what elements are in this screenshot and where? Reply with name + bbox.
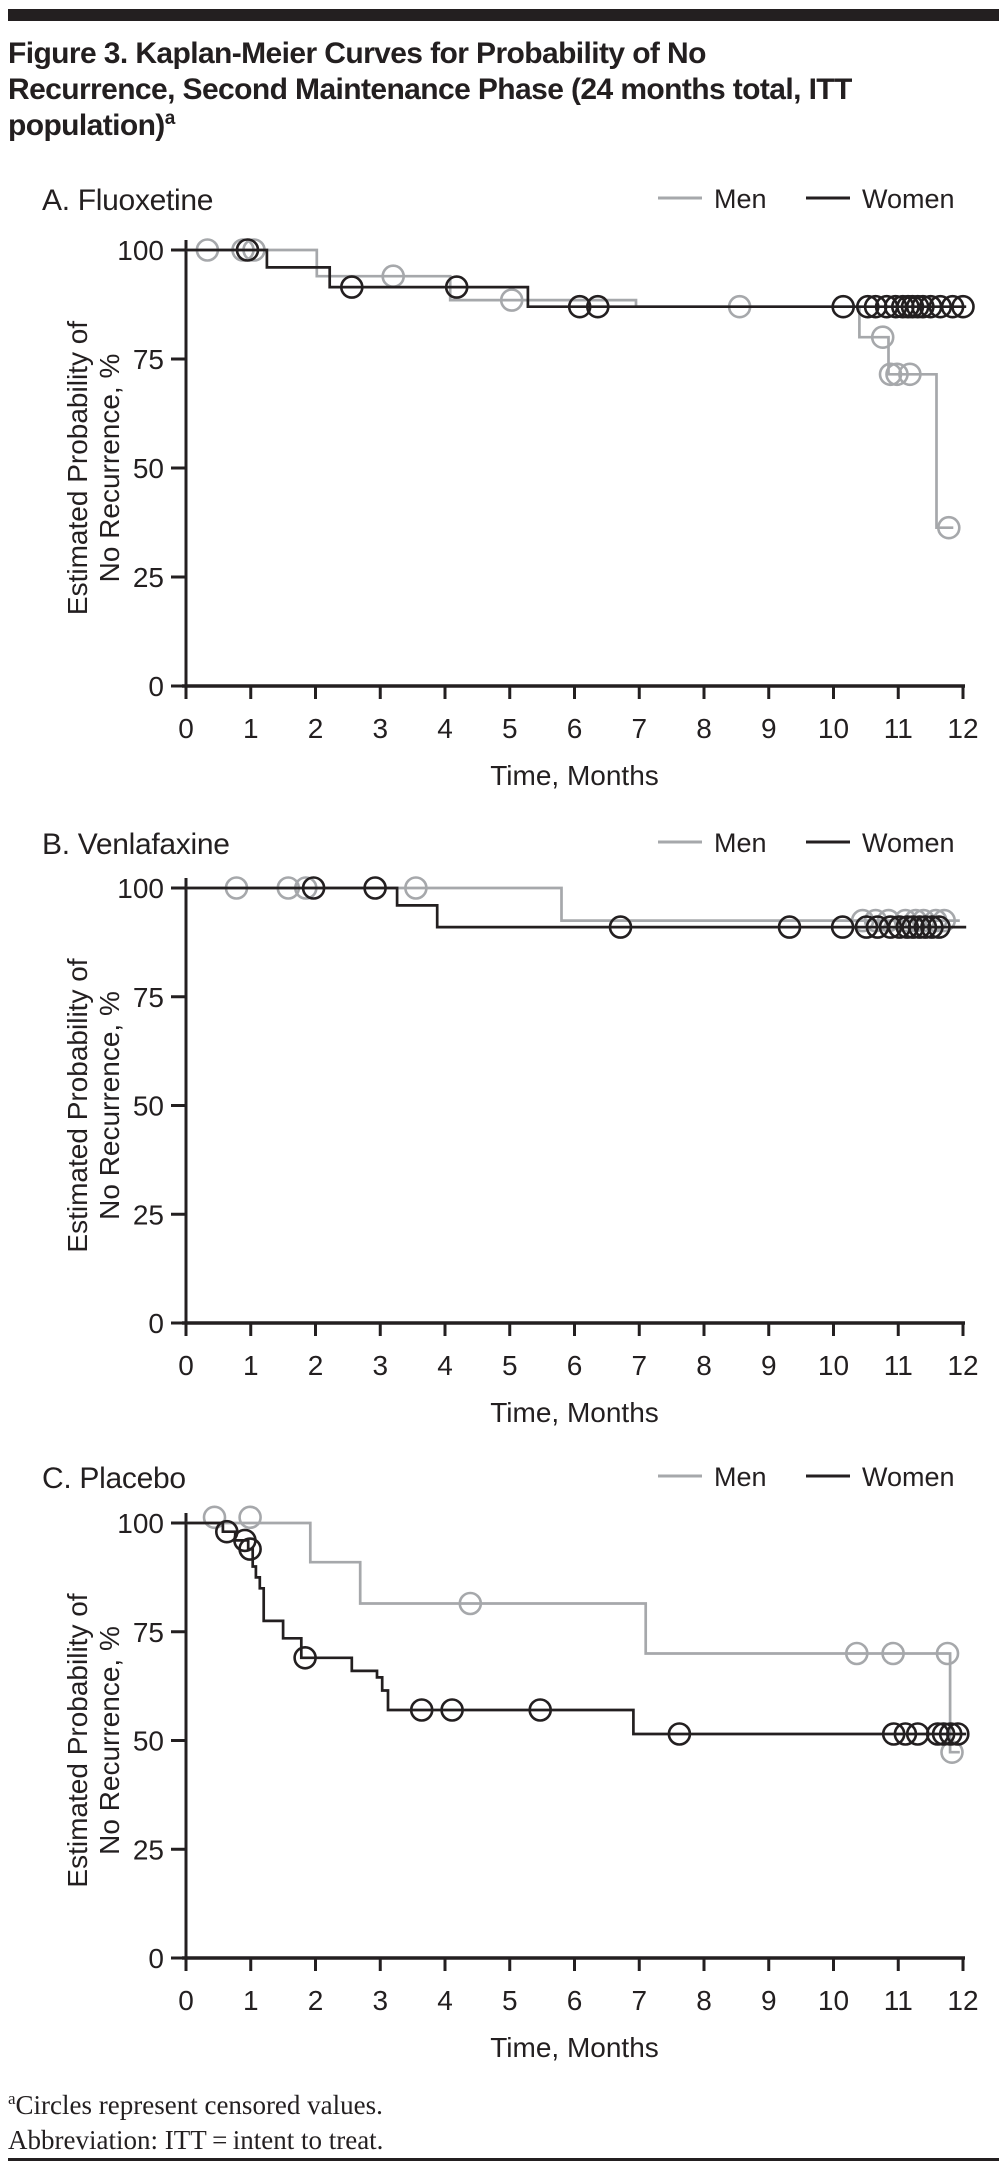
x-tick-label: 4 bbox=[437, 1350, 453, 1381]
figure-title-line-3-text: population) bbox=[8, 109, 165, 142]
x-tick-label: 9 bbox=[760, 1985, 777, 2016]
x-tick-label: 6 bbox=[566, 713, 583, 744]
y-tick-label: 75 bbox=[132, 344, 164, 375]
x-tick-label: 4 bbox=[437, 713, 453, 744]
men-censor-marks bbox=[226, 878, 955, 932]
x-tick-label: 1 bbox=[242, 1350, 259, 1381]
x-tick-label: 12 bbox=[947, 1350, 979, 1381]
legend-item-men bbox=[658, 828, 767, 858]
x-tick-label: 3 bbox=[372, 713, 389, 744]
legend-label-men: Men bbox=[714, 184, 767, 214]
x-tick-label: 5 bbox=[501, 713, 518, 744]
men-censor-marks bbox=[204, 1507, 963, 1763]
x-axis-label: Time, Months bbox=[490, 2032, 659, 2063]
y-tick-label: 75 bbox=[132, 981, 164, 1013]
y-tick-label: 100 bbox=[117, 235, 164, 266]
x-tick-label: 8 bbox=[696, 713, 712, 744]
x-tick-label: 3 bbox=[372, 1985, 389, 2016]
x-tick-label: 0 bbox=[178, 1985, 194, 2016]
men-curve bbox=[186, 250, 953, 528]
x-tick-label: 10 bbox=[817, 713, 850, 744]
y-tick-label: 100 bbox=[117, 873, 164, 904]
y-tick-label: 25 bbox=[132, 562, 164, 593]
x-tick-label: 10 bbox=[817, 1985, 850, 2016]
x-tick-label: 7 bbox=[631, 713, 648, 744]
legend-item-women bbox=[806, 828, 955, 858]
legend-label-men: Men bbox=[714, 828, 767, 858]
legend-label-women: Women bbox=[862, 1462, 955, 1492]
y-axis-label-line-2: No Recurrence, % bbox=[94, 1626, 125, 1855]
x-tick-label: 10 bbox=[817, 1350, 850, 1381]
figure-title-line-2: Recurrence, Second Maintenance Phase (24 months total, ITT bbox=[8, 73, 852, 106]
x-tick-label: 12 bbox=[947, 1985, 979, 2016]
km-panel-b-venlafaxine bbox=[0, 826, 1007, 1431]
y-tick-label: 25 bbox=[132, 1199, 164, 1231]
y-tick-label: 100 bbox=[117, 1508, 164, 1539]
x-axis-label: Time, Months bbox=[490, 1397, 659, 1428]
x-tick-label: 0 bbox=[178, 1350, 194, 1381]
x-tick-label: 9 bbox=[760, 1350, 777, 1381]
footnotes bbox=[8, 2088, 998, 2158]
women-curve bbox=[186, 1523, 966, 1734]
y-axis-label-line-1: Estimated Probability of bbox=[62, 320, 93, 616]
x-tick-label: 6 bbox=[566, 1985, 583, 2016]
x-tick-label: 5 bbox=[501, 1350, 518, 1381]
x-tick-label: 11 bbox=[883, 1985, 913, 2016]
panel-title: B. Venlafaxine bbox=[42, 828, 230, 861]
y-axis-label-line-2: No Recurrence, % bbox=[94, 353, 125, 583]
x-tick-label: 8 bbox=[696, 1350, 712, 1381]
x-tick-label: 11 bbox=[883, 713, 913, 744]
y-axis-label-line-1: Estimated Probability of bbox=[62, 958, 93, 1253]
x-tick-label: 1 bbox=[242, 1985, 259, 2016]
x-tick-label: 5 bbox=[501, 1985, 518, 2016]
men-censor-marks bbox=[197, 240, 959, 539]
legend-label-women: Women bbox=[862, 828, 955, 858]
x-axis-label: Time, Months bbox=[490, 760, 659, 791]
x-tick-label: 4 bbox=[437, 1985, 453, 2016]
y-tick-label: 0 bbox=[148, 1943, 164, 1974]
footnote-censored-superscript: a bbox=[8, 2089, 16, 2108]
x-tick-label: 2 bbox=[307, 1350, 324, 1381]
x-tick-label: 2 bbox=[307, 713, 324, 744]
y-tick-label: 25 bbox=[132, 1834, 164, 1866]
legend-label-men: Men bbox=[714, 1462, 767, 1492]
x-tick-label: 3 bbox=[372, 1350, 389, 1381]
figure-title-superscript: a bbox=[164, 108, 175, 129]
legend-item-women bbox=[806, 1462, 955, 1492]
bottom-rule bbox=[8, 2158, 999, 2161]
legend-label-women: Women bbox=[862, 184, 955, 214]
women-censor-marks bbox=[303, 878, 949, 938]
y-tick-label: 0 bbox=[148, 671, 164, 702]
legend-item-men bbox=[658, 1462, 767, 1492]
legend-item-men bbox=[658, 184, 767, 214]
figure-title-line-1: Figure 3. Kaplan-Meier Curves for Probability of No bbox=[8, 37, 706, 70]
x-tick-label: 12 bbox=[947, 713, 979, 744]
y-tick-label: 50 bbox=[132, 453, 164, 484]
y-tick-label: 50 bbox=[132, 1090, 164, 1122]
panel-title: C. Placebo bbox=[42, 1462, 186, 1495]
y-axis-label-line-1: Estimated Probability of bbox=[62, 1593, 93, 1888]
footnote-censored-text: Circles represent censored values. bbox=[15, 2090, 383, 2120]
y-tick-label: 50 bbox=[132, 1725, 164, 1757]
footnote-abbreviation: Abbreviation: ITT = intent to treat. bbox=[8, 2125, 384, 2155]
x-tick-label: 6 bbox=[566, 1350, 583, 1381]
y-tick-label: 75 bbox=[132, 1616, 164, 1648]
x-tick-label: 9 bbox=[760, 713, 777, 744]
x-tick-label: 11 bbox=[883, 1350, 913, 1381]
x-tick-label: 2 bbox=[307, 1985, 324, 2016]
km-panel-a-fluoxetine bbox=[0, 182, 1007, 794]
footnote-censored bbox=[8, 2088, 998, 2123]
panel-title: A. Fluoxetine bbox=[42, 184, 214, 217]
y-axis-label-line-2: No Recurrence, % bbox=[94, 991, 125, 1220]
x-tick-label: 7 bbox=[631, 1985, 648, 2016]
men-censor-mark bbox=[240, 1507, 261, 1528]
km-panel-c-placebo bbox=[0, 1460, 1007, 2066]
x-tick-label: 8 bbox=[696, 1985, 712, 2016]
y-tick-label: 0 bbox=[148, 1308, 164, 1339]
x-tick-label: 7 bbox=[631, 1350, 648, 1381]
legend-item-women bbox=[806, 184, 955, 214]
x-tick-label: 0 bbox=[178, 713, 194, 744]
x-tick-label: 1 bbox=[242, 713, 259, 744]
